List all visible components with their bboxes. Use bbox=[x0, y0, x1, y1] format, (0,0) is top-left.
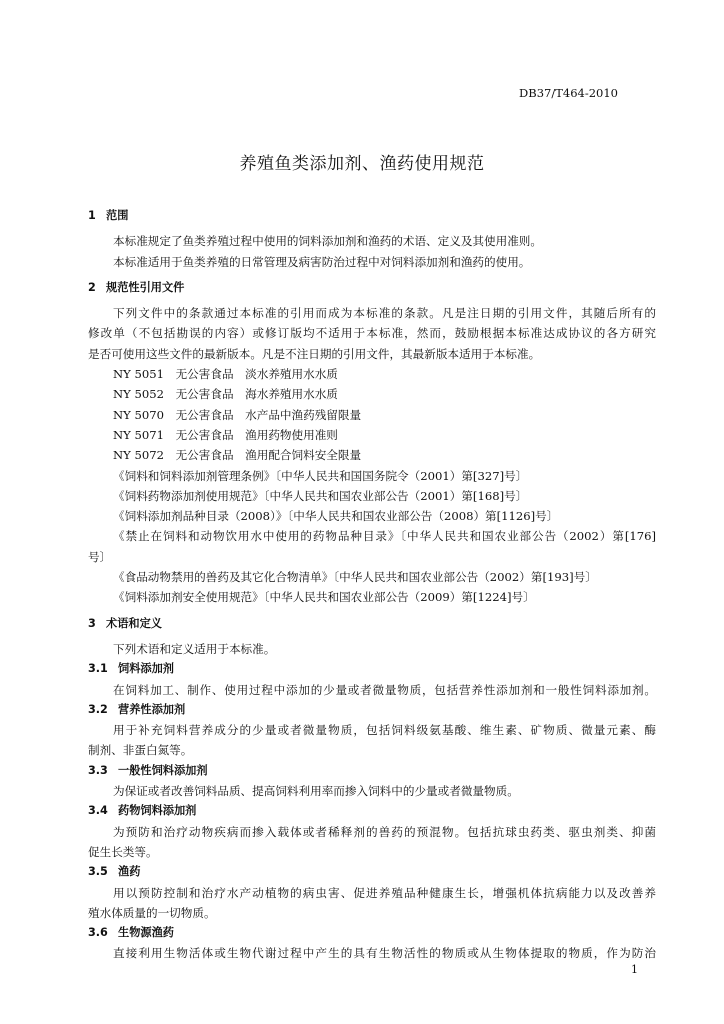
document-title: 养殖鱼类添加剂、渔药使用规范 bbox=[239, 154, 485, 174]
term-definition: 殖水体质量的一切物质。 bbox=[88, 905, 216, 920]
term-definition: 在饲料加工、制作、使用过程中添加的少量或者微量物质，包括营养性添加剂和一般性饲料添加剂。 bbox=[113, 682, 656, 697]
reference-item: NY 5070 无公害食品 水产品中渔药残留限量 bbox=[113, 407, 362, 422]
term-number: 3.6 bbox=[88, 926, 108, 940]
reference-item: NY 5072 无公害食品 渔用配合饲料安全限量 bbox=[113, 448, 362, 463]
paragraph: 本标准适用于鱼类养殖的日常管理及病害防治过程中对饲料添加剂和渔药的使用。 bbox=[113, 254, 531, 269]
term-title: 药物饲料添加剂 bbox=[118, 804, 197, 818]
term-definition: 用以预防控制和治疗水产动植物的病虫害、促进养殖品种健康生长，增强机体抗病能力以及改善养 bbox=[113, 885, 656, 900]
term-title: 饲料添加剂 bbox=[118, 662, 174, 676]
paragraph-line: 是否可使用这些文件的最新版本。凡是不注日期的引用文件，其最新版本适用于本标准。 bbox=[88, 346, 541, 361]
paragraph-line: 下列文件中的条款通过本标准的引用而成为本标准的条款。凡是注日期的引用文件，其随后所有的 bbox=[113, 306, 656, 321]
reference-item: 《饲料添加剂安全使用规范》〔中华人民共和国农业部公告（2009）第[1224]号〕 bbox=[113, 590, 535, 605]
section-number: 3 bbox=[88, 616, 96, 630]
term-definition: 直接利用生物活体或生物代谢过程中产生的具有生物活性的物质或从生物体提取的物质，作为防治 bbox=[113, 946, 656, 961]
term-title: 营养性添加剂 bbox=[118, 702, 186, 716]
section-number: 1 bbox=[88, 209, 96, 222]
term-number: 3.5 bbox=[88, 865, 108, 879]
term-title: 渔药 bbox=[118, 865, 141, 879]
term-heading-3-6 bbox=[88, 923, 656, 943]
document-body bbox=[88, 206, 656, 964]
term-definition: 促生长类等。 bbox=[88, 844, 158, 859]
section-title: 范围 bbox=[106, 209, 129, 222]
term-heading-3-2 bbox=[88, 700, 656, 720]
term-definition: 用于补充饲料营养成分的少量或者微量物质，包括饲料级氨基酸、维生素、矿物质、微量元素、酶 bbox=[113, 723, 656, 738]
section-heading-2 bbox=[88, 278, 656, 298]
standard-number: DB37/T464-2010 bbox=[519, 86, 618, 100]
section-heading-1 bbox=[88, 206, 656, 226]
paragraph: 下列术语和定义适用于本标准。 bbox=[113, 641, 276, 656]
reference-item: NY 5071 无公害食品 渔用药物使用准则 bbox=[113, 427, 338, 442]
term-number: 3.4 bbox=[88, 804, 108, 818]
section-heading-3 bbox=[88, 614, 656, 634]
term-definition: 制剂、非蛋白氮等。 bbox=[88, 743, 193, 758]
term-number: 3.3 bbox=[88, 763, 108, 777]
reference-item: 《饲料和饲料添加剂管理条例》〔中华人民共和国国务院令（2001）第[327]号〕 bbox=[113, 468, 528, 483]
page-number: 1 bbox=[631, 963, 638, 976]
term-title: 生物源渔药 bbox=[118, 926, 174, 940]
term-number: 3.2 bbox=[88, 702, 108, 716]
reference-item: NY 5051 无公害食品 淡水养殖用水水质 bbox=[113, 367, 338, 382]
reference-item-continued: 号〕 bbox=[88, 549, 112, 564]
term-title: 一般性饲料添加剂 bbox=[118, 763, 208, 777]
reference-item: 《饲料药物添加剂使用规范》〔中华人民共和国农业部公告（2001）第[168]号〕 bbox=[113, 488, 528, 503]
term-heading-3-5 bbox=[88, 862, 656, 882]
reference-item: 《食品动物禁用的兽药及其它化合物清单》〔中华人民共和国农业部公告（2002）第[193]号〕 bbox=[113, 570, 597, 585]
section-title: 术语和定义 bbox=[106, 616, 162, 630]
term-definition: 为预防和治疗动物疾病而掺入载体或者稀释剂的兽药的预混物。包括抗球虫药类、驱虫剂类、抑菌 bbox=[113, 824, 656, 839]
term-definition: 为保证或者改善饲料品质、提高饲料利用率而掺入饲料中的少量或者微量物质。 bbox=[113, 784, 519, 799]
reference-item: NY 5052 无公害食品 海水养殖用水水质 bbox=[113, 387, 338, 402]
term-heading-3-3 bbox=[88, 761, 656, 781]
paragraph: 本标准规定了鱼类养殖过程中使用的饲料添加剂和渔药的术语、定义及其使用准则。 bbox=[113, 234, 542, 249]
section-title: 规范性引用文件 bbox=[106, 280, 185, 294]
term-heading-3-1 bbox=[88, 659, 656, 679]
term-number: 3.1 bbox=[88, 662, 108, 676]
reference-item: 《禁止在饲料和动物饮用水中使用的药物品种目录》〔中华人民共和国农业部公告（2002）第[176] bbox=[113, 529, 656, 544]
term-heading-3-4 bbox=[88, 801, 656, 821]
section-number: 2 bbox=[88, 280, 96, 294]
reference-item: 《饲料添加剂品种目录（2008）》〔中华人民共和国农业部公告（2008）第[1126]号〕 bbox=[113, 509, 559, 524]
paragraph-line: 修改单（不包括勘误的内容）或修订版均不适用于本标准，然而，鼓励根据本标准达成协议的各方研究 bbox=[88, 326, 656, 341]
